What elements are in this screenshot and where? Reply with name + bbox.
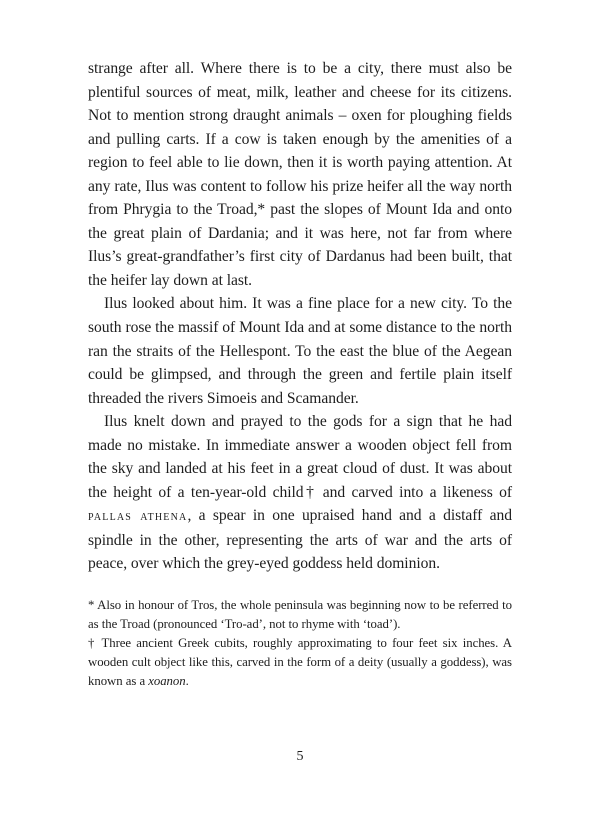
xoanon-italic: xoanon [148,674,186,689]
pallas-athena-smallcaps: pallas athena [88,509,188,525]
paragraph-2: Ilus looked about him. It was a fine place for a new city. To the south rose the massif of Mount Ida and at some distance to the north ran the straits of the Hellespont. To the east the blue of the Aegean could be glimpsed, and through the green and fertile plain itself threaded the rivers Simoeis and Scamander. [88,295,512,407]
footnote-dagger-text-before: † Three ancient Greek cubits, roughly approximating to four feet six inches. A wooden cult object like this, carved in the form of a deity (usually a goddess), was known as a [88,636,512,689]
paragraph-3-text-after: , a spear in one upraised hand and a distaff and spindle in the other, representing the arts of war and the arts of peace, over which the grey-eyed goddess held dominion. [88,507,512,573]
body-text [88,57,512,576]
page-number: 5 [296,749,304,764]
paragraph-3 [88,410,512,576]
footnote-dagger [88,634,512,691]
footnote-dagger-text-after: . [185,674,189,689]
footnotes [88,596,512,691]
book-page [88,57,512,691]
paragraph-3-text-before: Ilus knelt down and prayed to the gods for a sign that he had made no mistake. In immediate answer a wooden object fell from the sky and landed at his feet in a great cloud of dust. It was about the height of a ten-year-old child† and carved into a likeness of [88,413,512,501]
paragraph-1: strange after all. Where there is to be a city, there must also be plentiful sources of meat, milk, leather and cheese for its citizens. Not to mention strong draught animals – oxen for ploughing fields and pulling carts. If a cow is taken enough by the amenities of a region to feel able to lie down, then it is worth paying attention. At any rate, Ilus was content to follow his prize heifer all the way north from Phrygia to the Troad,* past the slopes of Mount Ida and onto the great plain of Dardania; and it was here, not far from where Ilus’s great-grandfather’s first city of Dardanus had been built, that the heifer lay down at last. [88,60,512,289]
footnote-asterisk: * Also in honour of Tros, the whole peninsula was beginning now to be referred to as the Troad (pronounced ‘Tro-ad’, not to rhyme with ‘toad’). [88,598,512,632]
